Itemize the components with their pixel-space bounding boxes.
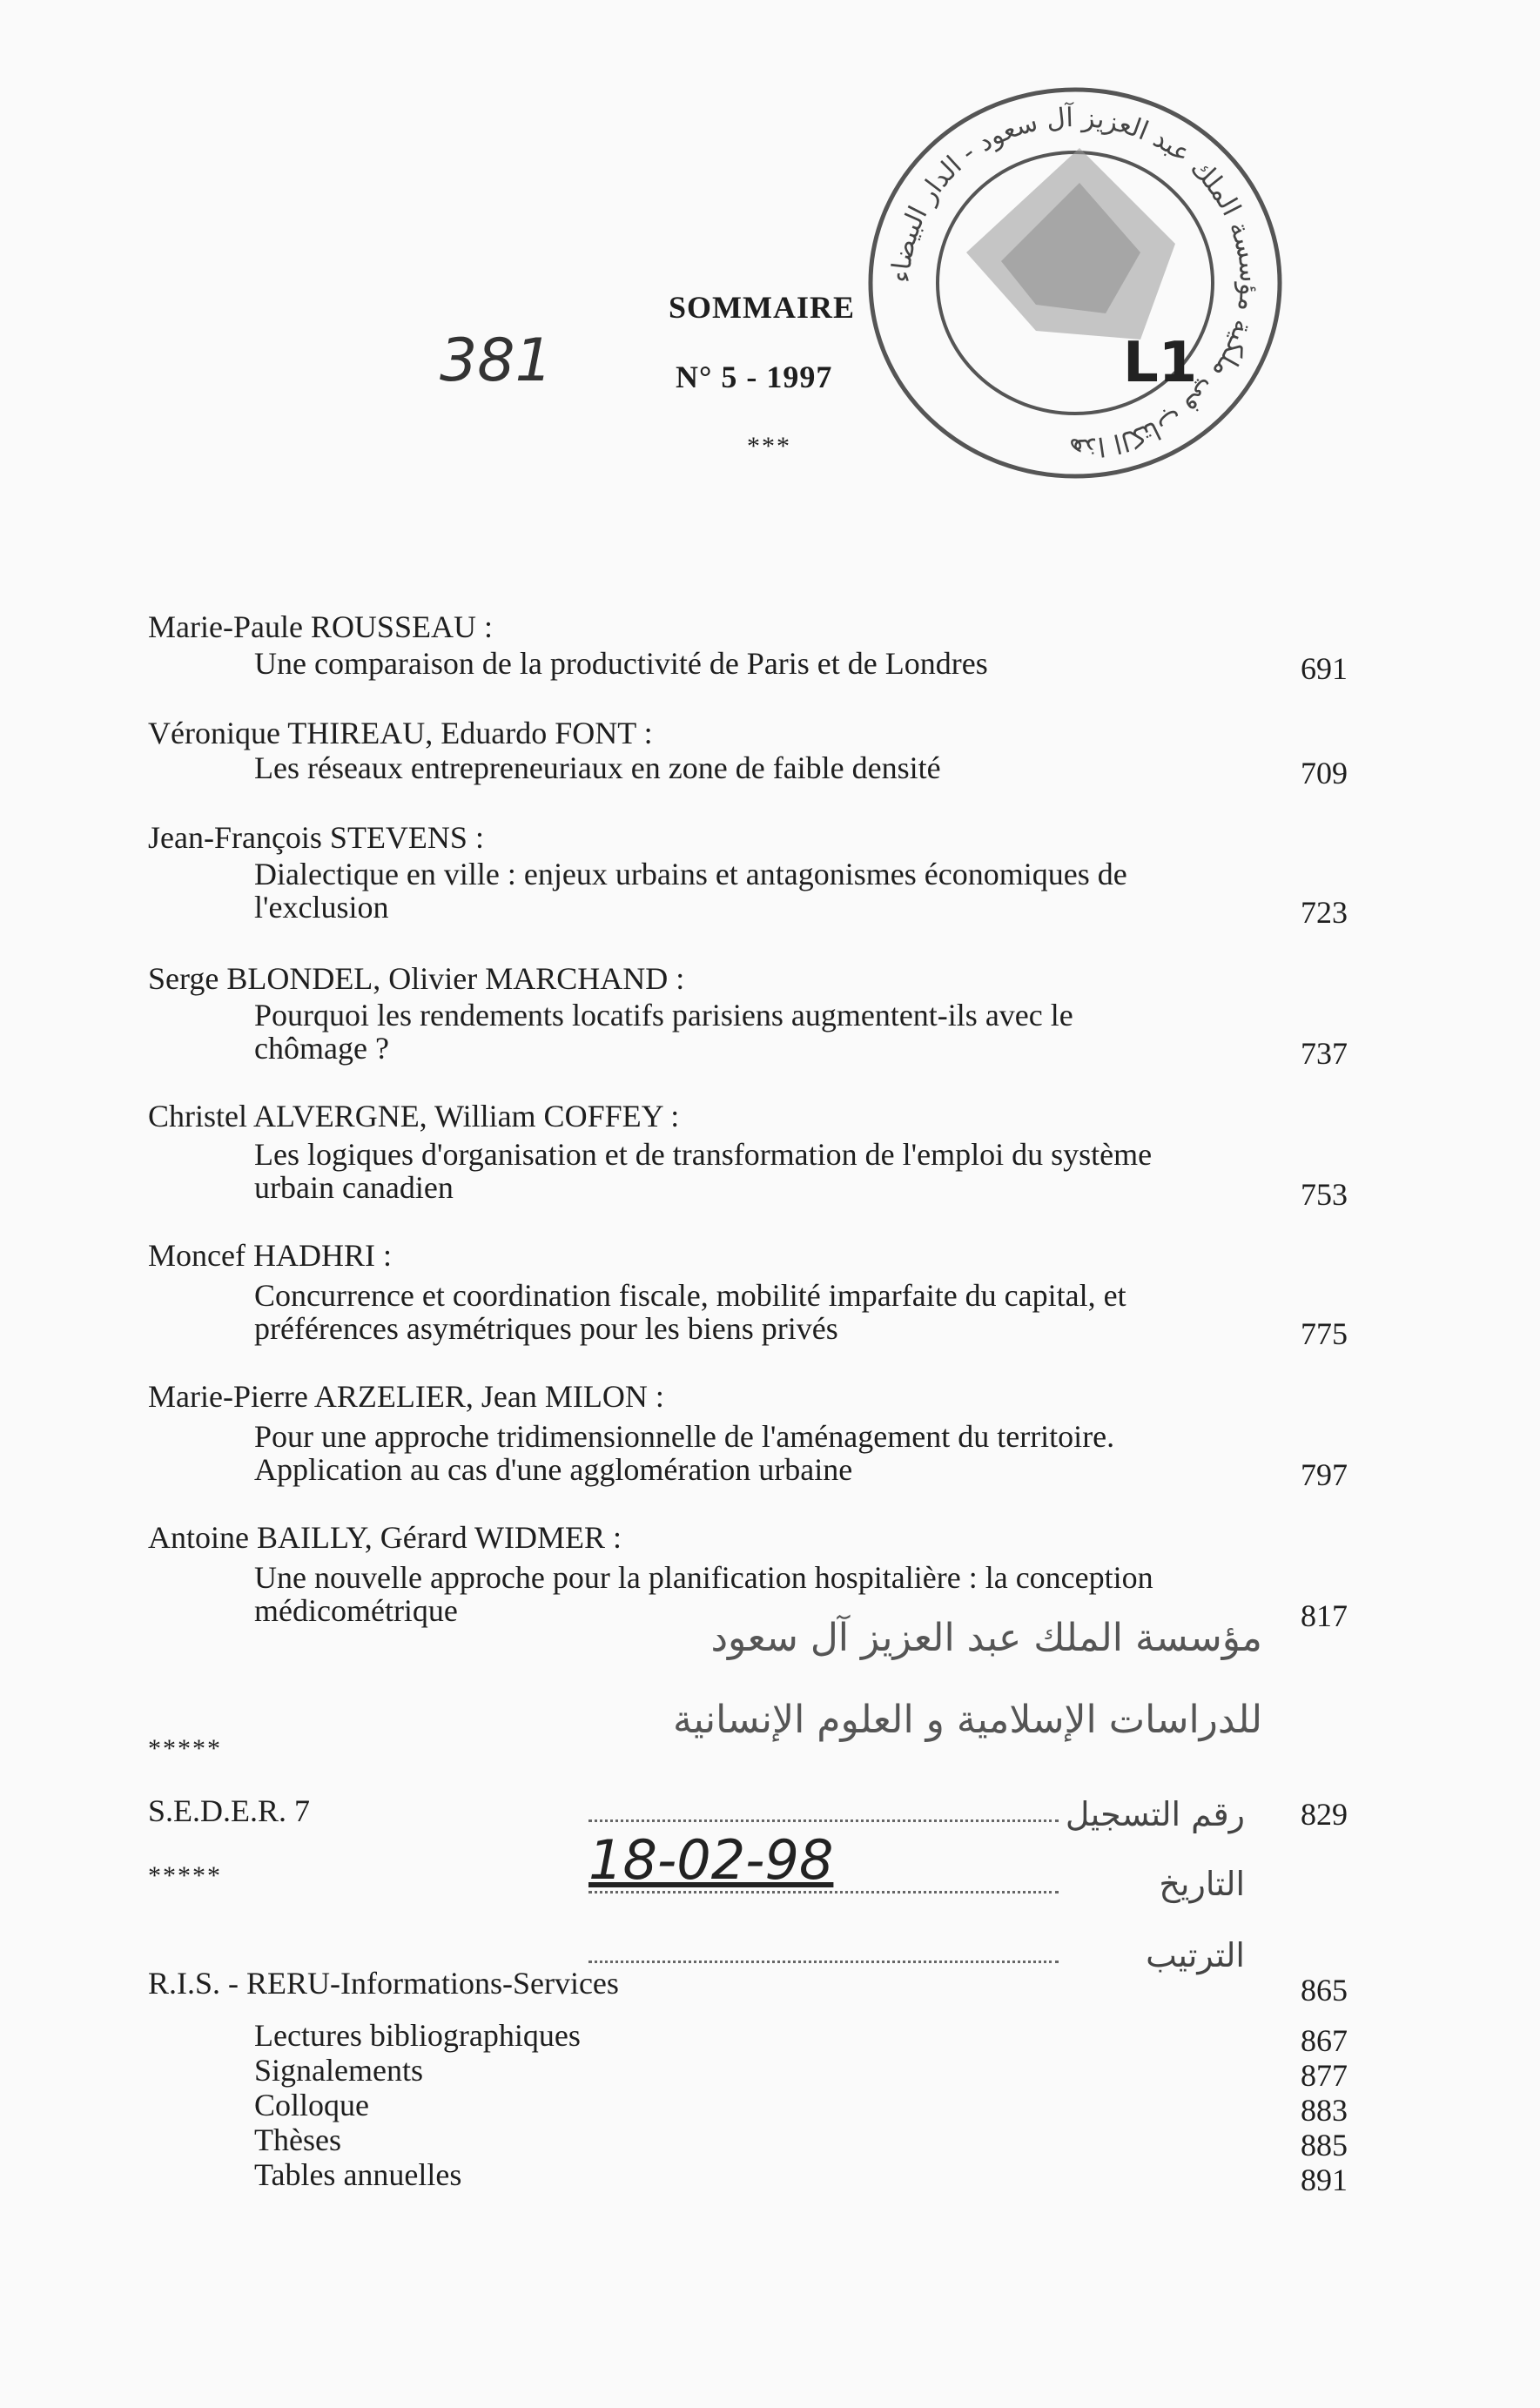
entry-page: 737: [1301, 1036, 1348, 1071]
date-value: 18-02-98: [588, 1828, 834, 1892]
date-label: التاريخ: [1159, 1865, 1245, 1903]
ris-item: Thèses: [254, 2122, 341, 2157]
round-stamp: [862, 78, 1288, 488]
date-line: [588, 1891, 1059, 1893]
entry-title-line: Une nouvelle approche pour la planification hospitalière : la conception: [254, 1560, 1153, 1595]
entry-title-line: chômage ?: [254, 1031, 389, 1066]
entry-title-line: Les réseaux entrepreneuriaux en zone de faible densité: [254, 750, 941, 785]
ris-item: Colloque: [254, 2088, 369, 2122]
stars-top: *****: [148, 1734, 222, 1763]
entry-author: Antoine BAILLY, Gérard WIDMER :: [148, 1520, 622, 1555]
entry-page: 709: [1301, 756, 1348, 790]
entry-author: Marie-Pierre ARZELIER, Jean MILON :: [148, 1379, 664, 1414]
stars-bottom: *****: [148, 1861, 222, 1890]
entry-author: Serge BLONDEL, Olivier MARCHAND :: [148, 961, 685, 996]
entry-title-line: Pourquoi les rendements locatifs parisiens augmentent-ils avec le: [254, 998, 1073, 1032]
stamp-line-2: للدراسات الإسلامية و العلوم الإنسانية: [672, 1698, 1262, 1742]
entry-title-line: Une comparaison de la productivité de Paris et de Londres: [254, 646, 988, 681]
ris-label: R.I.S. - RERU-Informations-Services: [148, 1966, 619, 2001]
entry-title-line: Les logiques d'organisation et de transformation de l'emploi du système: [254, 1137, 1153, 1172]
entry-title-line: médicométrique: [254, 1593, 458, 1628]
entry-title-line: Concurrence et coordination fiscale, mobilité imparfaite du capital, et: [254, 1278, 1126, 1313]
entry-author: Marie-Paule ROUSSEAU :: [148, 609, 493, 644]
handwritten-number: 381: [440, 326, 553, 395]
registration-line: [588, 1819, 1059, 1822]
entry-page: 753: [1301, 1177, 1348, 1212]
round-stamp-graphic: [862, 78, 1288, 488]
classification-line: [588, 1961, 1059, 1963]
entry-page: 817: [1301, 1598, 1348, 1633]
ris-item-page: 877: [1301, 2058, 1348, 2093]
entry-page: 797: [1301, 1457, 1348, 1492]
seder-page: 829: [1301, 1797, 1348, 1832]
entry-page: 775: [1301, 1316, 1348, 1351]
entry-title-line: l'exclusion: [254, 890, 389, 925]
entry-title-line: Pour une approche tridimensionnelle de l'aménagement du territoire.: [254, 1419, 1115, 1454]
stamp-ring-text: هذا الكتاب في ملكية مؤسسة الملك عبد العزيز آل سعود - الدار البيضاء: [885, 102, 1265, 464]
registration-label: رقم التسجيل: [1065, 1795, 1245, 1833]
entry-title-line: Application au cas d'une agglomération urbaine: [254, 1452, 853, 1487]
entry-title-line: préférences asymétriques pour les biens privés: [254, 1311, 838, 1346]
entry-title-line: Dialectique en ville : enjeux urbains et antagonismes économiques de: [254, 857, 1127, 891]
heading-separator: ***: [747, 432, 791, 461]
entry-page: 723: [1301, 895, 1348, 930]
seder-label: S.E.D.E.R. 7: [148, 1793, 311, 1828]
classification-label: الترتيب: [1146, 1936, 1245, 1974]
stamp-line-1: مؤسسة الملك عبد العزيز آل سعود: [710, 1616, 1262, 1660]
issue-number: N° 5 - 1997: [676, 360, 833, 394]
page-title: SOMMAIRE: [669, 290, 855, 325]
ris-item: Tables annuelles: [254, 2157, 462, 2192]
stamp-handwritten-mark: L1: [1123, 331, 1198, 395]
entry-author: Moncef HADHRI :: [148, 1238, 392, 1273]
ris-item-page: 885: [1301, 2128, 1348, 2162]
ris-item-page: 867: [1301, 2023, 1348, 2058]
entry-title-line: urbain canadien: [254, 1170, 454, 1205]
ris-page: 865: [1301, 1973, 1348, 2008]
ris-item: Signalements: [254, 2053, 423, 2088]
entry-author: Jean-François STEVENS :: [148, 820, 484, 855]
entry-author: Véronique THIREAU, Eduardo FONT :: [148, 716, 653, 750]
ris-item: Lectures bibliographiques: [254, 2018, 581, 2053]
ris-item-page: 891: [1301, 2162, 1348, 2197]
ris-item-page: 883: [1301, 2093, 1348, 2128]
entry-author: Christel ALVERGNE, William COFFEY :: [148, 1099, 680, 1133]
entry-page: 691: [1301, 651, 1348, 686]
